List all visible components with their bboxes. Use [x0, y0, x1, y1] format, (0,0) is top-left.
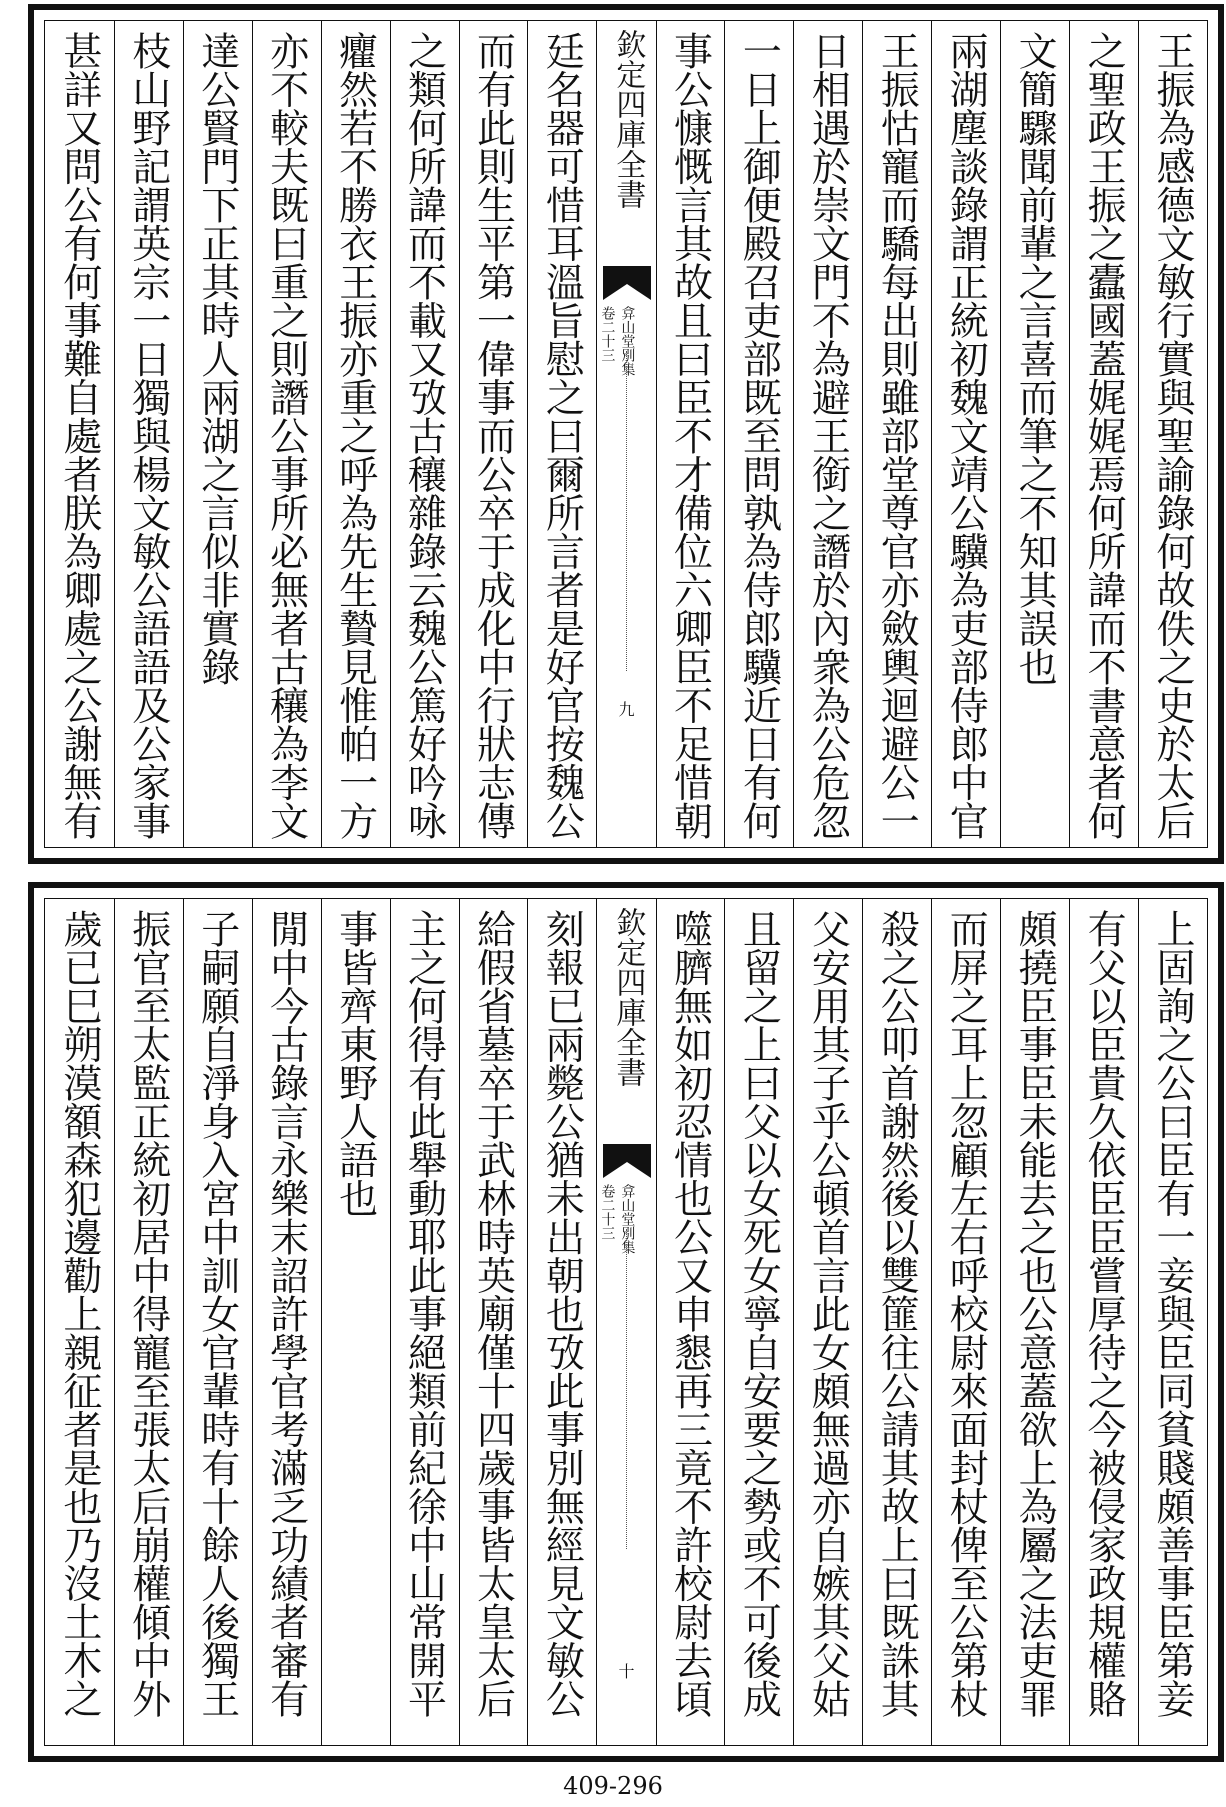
text-column: 上固詢之公曰臣有一妾與臣同貧賤頗善事臣第妾 — [1138, 899, 1207, 1745]
page-center-strip — [596, 21, 655, 847]
page-top — [28, 4, 1224, 864]
text-column: 之聖政王振之蠹國蓋娓娓焉何所諱而不書意者何 — [1069, 21, 1138, 847]
fish-tail-mark-icon — [603, 1144, 651, 1178]
page-center-strip — [596, 899, 655, 1745]
text-column: 閒中今古錄言永樂末詔許學官考滿乏功績者審有 — [252, 899, 321, 1745]
page-bottom-frame — [44, 898, 1208, 1746]
running-title: 欽定四庫全書 — [610, 29, 646, 209]
text-column: 亦不較夫既曰重之則譖公事所必無者古穰為李文 — [252, 21, 321, 847]
text-column: 一日上御便殿召吏部既至問孰為侍郎驥近日有何 — [724, 21, 793, 847]
text-column: 且留之上曰父以女死女寧自安要之勢或不可後成 — [724, 899, 793, 1745]
juan-number: 卷二十三 — [599, 306, 616, 362]
page-bottom-columns — [45, 899, 1207, 1745]
text-column: 達公賢門下正其時人兩湖之言似非實錄 — [183, 21, 252, 847]
text-column: 父安用其子乎公頓首言此女頗無過亦自嫉其父姑 — [793, 899, 862, 1745]
text-column: 而屏之耳上忽顧左右呼校尉來面封杖俾至公第杖 — [931, 899, 1000, 1745]
text-column: 而有此則生平第一偉事而公卒于成化中行狀志傳 — [459, 21, 528, 847]
page-number-footer: 409-296 — [563, 1772, 663, 1800]
page-top-columns — [45, 21, 1207, 847]
text-column: 廷名器可惜耳溫旨慰之曰爾所言者是好官按魏公 — [527, 21, 596, 847]
running-title: 欽定四庫全書 — [610, 907, 646, 1087]
folio-number: 九 — [618, 700, 635, 719]
text-column: 給假省墓卒于武林時英廟僅十四歲事皆太皇太后 — [459, 899, 528, 1745]
text-column: 王振為感德文敏行實與聖諭錄何故佚之史於太后 — [1138, 21, 1207, 847]
text-column: 癯然若不勝衣王振亦重之呼為先生贄見惟帕一方 — [321, 21, 390, 847]
text-column: 王振怙寵而驕每出則雖部堂尊官亦斂輿迴避公一 — [862, 21, 931, 847]
text-column: 枝山野記謂英宗一日獨與楊文敏公語語及公家事 — [114, 21, 183, 847]
text-column: 之類何所諱而不載又攷古穰雜錄云魏公篤好吟咏 — [390, 21, 459, 847]
page-bottom — [28, 882, 1224, 1762]
text-column: 主之何得有此舉動耶此事絕類前紀徐中山常開平 — [390, 899, 459, 1745]
book-title: 弇山堂別集 — [619, 306, 636, 376]
center-divider — [626, 1229, 627, 1549]
text-column: 噬臍無如初忍情也公又申懇再三竟不許校尉去頃 — [656, 899, 725, 1745]
text-column: 甚詳又問公有何事難自處者朕為卿處之公謝無有 — [56, 31, 102, 840]
text-column: 事皆齊東野人語也 — [321, 899, 390, 1745]
text-column: 子嗣願自淨身入宮中訓女官輩時有十餘人後獨王 — [183, 899, 252, 1745]
text-column: 事公慷慨言其故且曰臣不才備位六卿臣不足惜朝 — [656, 21, 725, 847]
folio-number: 十 — [618, 1662, 635, 1681]
juan-number: 卷二十三 — [599, 1184, 616, 1240]
text-column: 有父以臣貴久依臣臣嘗厚待之今被侵家政規權賂 — [1069, 899, 1138, 1745]
text-column: 日相遇於崇文門不為避王銜之譖於內衆為公危忽 — [793, 21, 862, 847]
text-column: 殺之公叩首謝然後以雙篚往公請其故上曰既誅其 — [862, 899, 931, 1745]
text-column: 振官至太監正統初居中得寵至張太后崩權傾中外 — [114, 899, 183, 1745]
text-column: 兩湖塵談錄謂正統初魏文靖公驥為吏部侍郎中官 — [931, 21, 1000, 847]
text-column: 刻報已兩斃公猶未出朝也攷此事別無經見文敏公 — [527, 899, 596, 1745]
center-divider — [626, 351, 627, 671]
text-column: 文簡驟聞前輩之言喜而筆之不知其誤也 — [1000, 21, 1069, 847]
fish-tail-mark-icon — [603, 266, 651, 300]
text-column: 頗撓臣事臣未能去之也公意蓋欲上為屬之法吏罪 — [1000, 899, 1069, 1745]
book-title: 弇山堂別集 — [619, 1184, 636, 1254]
page-top-frame — [44, 20, 1208, 848]
text-column: 歲已巳朔漠額森犯邊勸上親征者是也乃沒土木之 — [56, 909, 102, 1718]
